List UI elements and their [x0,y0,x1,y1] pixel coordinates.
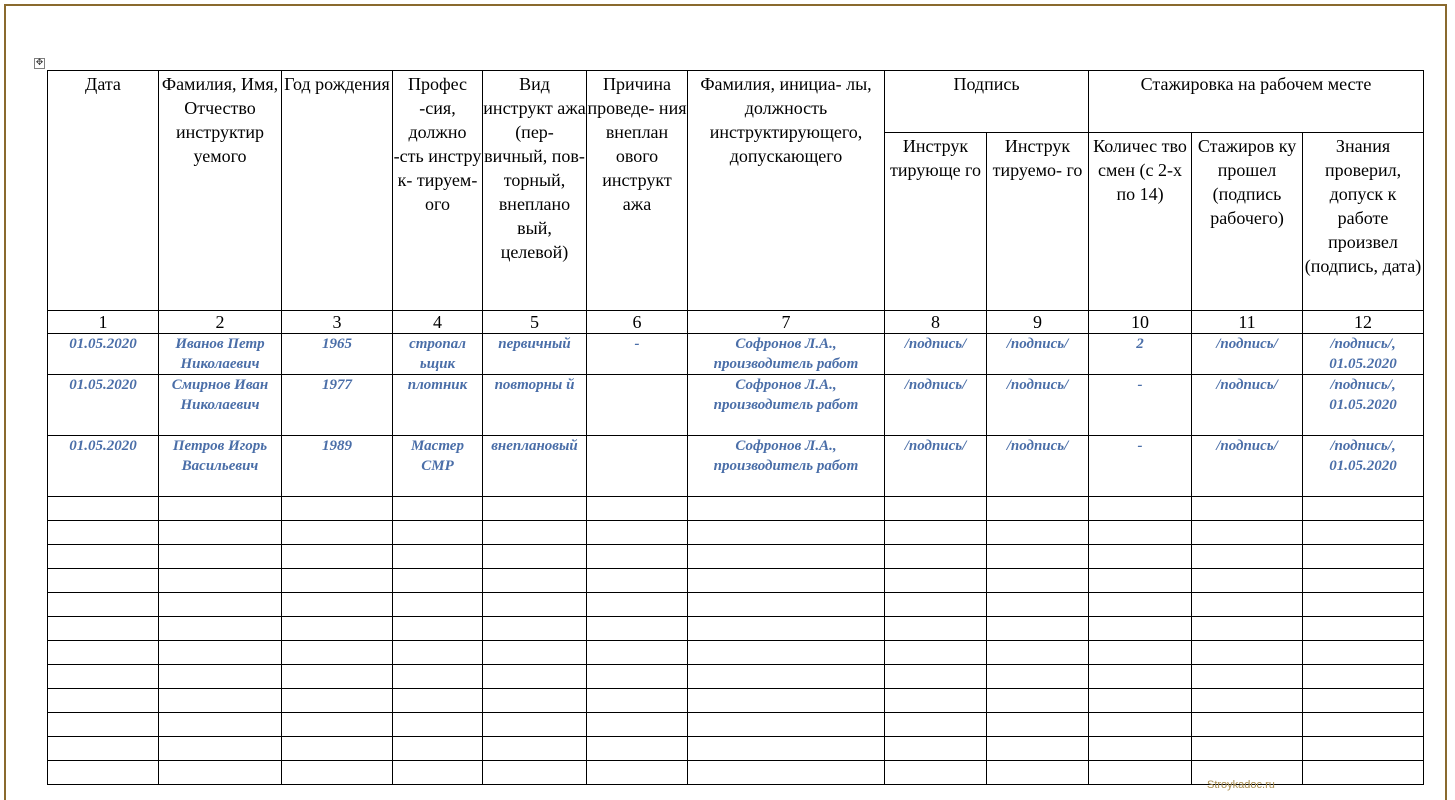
empty-cell[interactable] [483,761,587,785]
empty-cell[interactable] [483,497,587,521]
empty-row [48,665,1424,689]
column-number: 11 [1192,311,1303,334]
empty-cell[interactable] [483,665,587,689]
empty-cell[interactable] [688,737,885,761]
header-internship-group: Стажировка на рабочем месте [1089,71,1424,133]
column-number: 1 [48,311,159,334]
empty-cell[interactable] [987,521,1089,545]
cell-profession[interactable]: стропал ьщик [393,334,483,375]
cell-instructor[interactable]: Софронов Л.А., производитель работ [688,436,885,497]
empty-cell[interactable] [688,689,885,713]
briefing-journal-table [47,70,1424,785]
empty-cell[interactable] [688,641,885,665]
cell-profession[interactable]: Мастер СМР [393,436,483,497]
cell-instructor[interactable]: Софронов Л.А., производитель работ [688,334,885,375]
document-frame [4,4,1447,800]
empty-cell[interactable] [688,665,885,689]
empty-cell[interactable] [159,761,282,785]
cell-reason[interactable]: - [587,334,688,375]
empty-cell[interactable] [1192,617,1303,641]
empty-cell[interactable] [885,689,987,713]
column-number: 6 [587,311,688,334]
empty-cell[interactable] [885,713,987,737]
cell-date[interactable]: 01.05.2020 [48,436,159,497]
cell-knowledge[interactable]: /подпись/, 01.05.2020 [1303,375,1424,436]
cell-reason[interactable] [587,436,688,497]
empty-cell[interactable] [587,569,688,593]
empty-cell[interactable] [1089,545,1192,569]
empty-cell[interactable] [483,569,587,593]
header-signature-group: Подпись [885,71,1089,133]
column-number: 2 [159,311,282,334]
empty-cell[interactable] [282,761,393,785]
empty-cell[interactable] [1303,593,1424,617]
empty-cell[interactable] [688,545,885,569]
empty-cell[interactable] [1089,521,1192,545]
column-number: 10 [1089,311,1192,334]
empty-cell[interactable] [159,545,282,569]
column-number: 12 [1303,311,1424,334]
empty-cell[interactable] [885,641,987,665]
empty-cell[interactable] [282,689,393,713]
empty-cell[interactable] [48,761,159,785]
empty-cell[interactable] [393,569,483,593]
empty-cell[interactable] [483,545,587,569]
empty-cell[interactable] [282,713,393,737]
empty-cell[interactable] [159,641,282,665]
empty-cell[interactable] [688,617,885,641]
empty-cell[interactable] [393,641,483,665]
cell-date[interactable]: 01.05.2020 [48,375,159,436]
header-date: Дата [48,71,159,311]
empty-cell[interactable] [885,545,987,569]
empty-cell[interactable] [1089,617,1192,641]
cell-shifts[interactable]: 2 [1089,334,1192,375]
empty-cell[interactable] [1303,641,1424,665]
cell-name[interactable]: Петров Игорь Васильевич [159,436,282,497]
empty-cell[interactable] [1192,737,1303,761]
empty-cell[interactable] [282,737,393,761]
empty-cell[interactable] [1303,665,1424,689]
empty-cell[interactable] [1089,497,1192,521]
empty-cell[interactable] [1089,761,1192,785]
empty-cell[interactable] [393,617,483,641]
cell-knowledge[interactable]: /подпись/, 01.05.2020 [1303,334,1424,375]
empty-cell[interactable] [1192,689,1303,713]
empty-cell[interactable] [1192,521,1303,545]
empty-row [48,545,1424,569]
column-number: 7 [688,311,885,334]
cell-shifts[interactable]: - [1089,375,1192,436]
column-number: 4 [393,311,483,334]
empty-cell[interactable] [885,665,987,689]
column-number: 5 [483,311,587,334]
empty-cell[interactable] [393,593,483,617]
empty-cell[interactable] [393,737,483,761]
empty-cell[interactable] [159,497,282,521]
cell-type[interactable]: внеплановый [483,436,587,497]
empty-cell[interactable] [48,593,159,617]
empty-cell[interactable] [587,593,688,617]
empty-cell[interactable] [688,521,885,545]
empty-cell[interactable] [282,593,393,617]
empty-cell[interactable] [885,737,987,761]
empty-cell[interactable] [1192,569,1303,593]
cell-sig-instructed[interactable]: /подпись/ [987,375,1089,436]
cell-date[interactable]: 01.05.2020 [48,334,159,375]
empty-cell[interactable] [1089,641,1192,665]
empty-cell[interactable] [48,689,159,713]
empty-cell[interactable] [1089,665,1192,689]
cell-internship-done[interactable]: /подпись/ [1192,375,1303,436]
empty-cell[interactable] [159,737,282,761]
empty-cell[interactable] [282,665,393,689]
empty-cell[interactable] [159,689,282,713]
header-internship-done: Стажиров ку прошел (подпись рабочего) [1192,133,1303,311]
empty-cell[interactable] [987,689,1089,713]
empty-cell[interactable] [1089,713,1192,737]
cell-year[interactable]: 1989 [282,436,393,497]
empty-cell[interactable] [1303,689,1424,713]
empty-cell[interactable] [587,617,688,641]
empty-cell[interactable] [987,737,1089,761]
cell-sig-instructor[interactable]: /подпись/ [885,334,987,375]
empty-cell[interactable] [1303,761,1424,785]
empty-cell[interactable] [483,521,587,545]
header-profession: Профес -сия, должно -сть инстру к- тируем- ого [393,71,483,311]
empty-cell[interactable] [885,497,987,521]
empty-cell[interactable] [483,737,587,761]
empty-cell[interactable] [688,497,885,521]
empty-cell[interactable] [987,617,1089,641]
cell-internship-done[interactable]: /подпись/ [1192,334,1303,375]
empty-cell[interactable] [1089,689,1192,713]
empty-cell[interactable] [159,569,282,593]
cell-type[interactable]: первичный [483,334,587,375]
header-row-1 [48,71,1424,133]
empty-cell[interactable] [885,761,987,785]
empty-cell[interactable] [48,617,159,641]
empty-cell[interactable] [393,689,483,713]
empty-cell[interactable] [159,593,282,617]
empty-cell[interactable] [483,713,587,737]
table-move-handle-icon[interactable]: ✥ [35,58,44,68]
empty-cell[interactable] [393,497,483,521]
empty-cell[interactable] [587,641,688,665]
empty-row [48,569,1424,593]
empty-cell[interactable] [688,593,885,617]
cell-year[interactable]: 1965 [282,334,393,375]
cell-sig-instructor[interactable]: /подпись/ [885,375,987,436]
header-type: Вид инструкт ажа (пер- вичный, пов- торный, внеплано вый, целевой) [483,71,587,311]
empty-cell[interactable] [48,521,159,545]
empty-row [48,497,1424,521]
empty-cell[interactable] [587,761,688,785]
empty-cell[interactable] [1192,713,1303,737]
empty-cell[interactable] [587,737,688,761]
empty-cell[interactable] [1089,569,1192,593]
empty-row [48,641,1424,665]
table-row [48,436,1424,497]
empty-cell[interactable] [1303,521,1424,545]
empty-cell[interactable] [159,521,282,545]
empty-cell[interactable] [48,641,159,665]
empty-cell[interactable] [1192,665,1303,689]
empty-cell[interactable] [48,545,159,569]
header-knowledge: Знания проверил, допуск к работе произвел (подпись, дата) [1303,133,1424,311]
empty-cell[interactable] [1192,545,1303,569]
empty-cell[interactable] [885,617,987,641]
empty-cell[interactable] [1303,545,1424,569]
cell-year[interactable]: 1977 [282,375,393,436]
empty-cell[interactable] [48,569,159,593]
header-shifts: Количес тво смен (с 2-х по 14) [1089,133,1192,311]
empty-cell[interactable] [48,737,159,761]
empty-cell[interactable] [282,545,393,569]
empty-cell[interactable] [282,521,393,545]
empty-cell[interactable] [1192,593,1303,617]
empty-cell[interactable] [159,665,282,689]
cell-sig-instructor[interactable]: /подпись/ [885,436,987,497]
empty-cell[interactable] [1192,641,1303,665]
table-row [48,334,1424,375]
empty-cell[interactable] [688,713,885,737]
site-watermark: Stroykadoc.ru [1207,779,1275,791]
cell-knowledge[interactable]: /подпись/, 01.05.2020 [1303,436,1424,497]
cell-profession[interactable]: плотник [393,375,483,436]
cell-shifts[interactable]: - [1089,436,1192,497]
header-name: Фамилия, Имя, Отчество инструктир уемого [159,71,282,311]
empty-cell[interactable] [587,689,688,713]
empty-row [48,593,1424,617]
column-number: 8 [885,311,987,334]
empty-cell[interactable] [1303,713,1424,737]
header-sig-instructed: Инструк тируемо- го [987,133,1089,311]
cell-internship-done[interactable]: /подпись/ [1192,436,1303,497]
empty-cell[interactable] [48,497,159,521]
empty-cell[interactable] [282,569,393,593]
empty-cell[interactable] [159,617,282,641]
empty-cell[interactable] [587,521,688,545]
empty-cell[interactable] [393,545,483,569]
empty-cell[interactable] [885,593,987,617]
table-row [48,375,1424,436]
empty-cell[interactable] [1303,737,1424,761]
empty-cell[interactable] [987,497,1089,521]
empty-cell[interactable] [987,665,1089,689]
empty-cell[interactable] [1089,593,1192,617]
empty-cell[interactable] [1303,617,1424,641]
empty-cell[interactable] [483,689,587,713]
empty-cell[interactable] [393,713,483,737]
empty-cell[interactable] [393,761,483,785]
empty-cell[interactable] [483,593,587,617]
empty-cell[interactable] [393,521,483,545]
column-number-row [48,311,1424,334]
cell-reason[interactable] [587,375,688,436]
empty-row [48,617,1424,641]
empty-row [48,521,1424,545]
empty-cell[interactable] [393,665,483,689]
empty-row [48,689,1424,713]
empty-cell[interactable] [483,617,587,641]
cell-name[interactable]: Иванов Петр Николаевич [159,334,282,375]
empty-cell[interactable] [48,713,159,737]
header-instructor: Фамилия, инициа- лы, должность инструктирующего, допускающего [688,71,885,311]
cell-name[interactable]: Смирнов Иван Николаевич [159,375,282,436]
empty-cell[interactable] [483,641,587,665]
empty-cell[interactable] [282,641,393,665]
empty-cell[interactable] [587,713,688,737]
cell-sig-instructed[interactable]: /подпись/ [987,436,1089,497]
header-sig-instructor: Инструк тирующе го [885,133,987,311]
empty-cell[interactable] [987,569,1089,593]
cell-instructor[interactable]: Софронов Л.А., производитель работ [688,375,885,436]
empty-cell[interactable] [688,569,885,593]
cell-sig-instructed[interactable]: /подпись/ [987,334,1089,375]
empty-cell[interactable] [885,569,987,593]
empty-cell[interactable] [1192,497,1303,521]
empty-cell[interactable] [987,761,1089,785]
empty-cell[interactable] [987,593,1089,617]
empty-cell[interactable] [1303,497,1424,521]
empty-cell[interactable] [987,713,1089,737]
empty-cell[interactable] [282,497,393,521]
empty-cell[interactable] [987,545,1089,569]
empty-row [48,713,1424,737]
empty-cell[interactable] [885,521,987,545]
empty-cell[interactable] [282,617,393,641]
empty-cell[interactable] [587,665,688,689]
empty-cell[interactable] [688,761,885,785]
empty-cell[interactable] [587,545,688,569]
empty-row [48,737,1424,761]
header-year: Год рождения [282,71,393,311]
empty-cell[interactable] [1089,737,1192,761]
column-number: 9 [987,311,1089,334]
empty-cell[interactable] [48,665,159,689]
cell-type[interactable]: повторны й [483,375,587,436]
empty-cell[interactable] [1303,569,1424,593]
empty-cell[interactable] [159,713,282,737]
column-number: 3 [282,311,393,334]
header-reason: Причина проведе- ния внеплан ового инструкт ажа [587,71,688,311]
empty-cell[interactable] [987,641,1089,665]
empty-cell[interactable] [587,497,688,521]
